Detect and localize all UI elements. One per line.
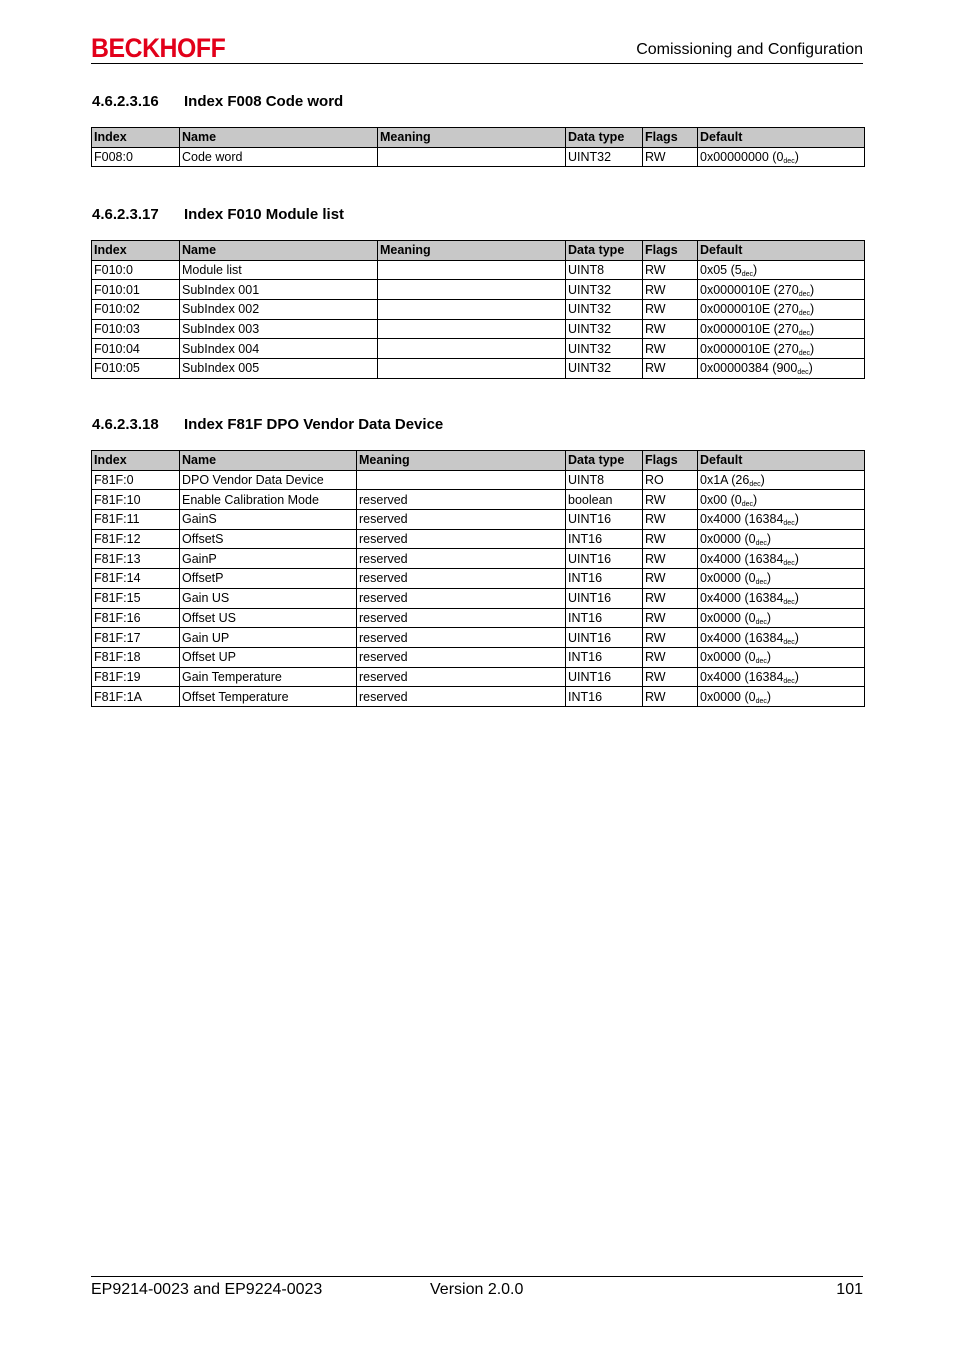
cell-flags: RW: [643, 359, 698, 379]
column-header-data-type: Data type: [566, 451, 643, 471]
cell-meaning: reserved: [357, 549, 566, 569]
decimal-suffix: dec: [755, 618, 767, 626]
cell-meaning: reserved: [357, 647, 566, 667]
cell-flags: RW: [643, 628, 698, 648]
cell-index: F81F:17: [92, 628, 180, 648]
cell-flags: RW: [643, 667, 698, 687]
decimal-suffix: dec: [783, 559, 795, 567]
cell-index: F81F:13: [92, 549, 180, 569]
cell-flags: RO: [643, 470, 698, 490]
cell-name: Enable Calibration Mode: [180, 490, 357, 510]
column-header-default: Default: [698, 241, 865, 261]
cell-default: [698, 260, 865, 280]
column-header-name: Name: [180, 128, 378, 148]
cell-flags: RW: [643, 647, 698, 667]
table-header-row: [92, 128, 865, 148]
cell-meaning: [378, 300, 566, 320]
cell-meaning: [357, 470, 566, 490]
decimal-suffix: dec: [798, 310, 810, 318]
decimal-suffix: dec: [755, 658, 767, 666]
cell-index: F010:04: [92, 339, 180, 359]
cell-flags: RW: [643, 300, 698, 320]
table-row: [92, 319, 865, 339]
header-title: Comissioning and Configuration: [636, 41, 863, 58]
cell-name: Offset US: [180, 608, 357, 628]
cell-flags: RW: [643, 687, 698, 707]
cell-meaning: [378, 147, 566, 167]
cell-data-type: UINT32: [566, 147, 643, 167]
table-row: [92, 647, 865, 667]
cell-name: Module list: [180, 260, 378, 280]
decimal-suffix: dec: [783, 677, 795, 685]
cell-data-type: UINT32: [566, 280, 643, 300]
cell-data-type: INT16: [566, 687, 643, 707]
cell-name: Gain Temperature: [180, 667, 357, 687]
cell-name: Offset Temperature: [180, 687, 357, 707]
cell-name: SubIndex 003: [180, 319, 378, 339]
cell-meaning: reserved: [357, 588, 566, 608]
cell-index: F81F:18: [92, 647, 180, 667]
default-close: ): [794, 669, 799, 684]
section-title: Index F008 Code word: [184, 93, 344, 110]
cell-data-type: INT16: [566, 569, 643, 589]
table-row: [92, 300, 865, 320]
default-value: 0x00 (0: [700, 492, 742, 507]
header-divider: [91, 63, 863, 64]
cell-index: F008:0: [92, 147, 180, 167]
cell-flags: RW: [643, 319, 698, 339]
cell-default: [698, 608, 865, 628]
cell-data-type: UINT32: [566, 339, 643, 359]
cell-name: DPO Vendor Data Device: [180, 470, 357, 490]
cell-default: [698, 470, 865, 490]
table-header-row: [92, 451, 865, 471]
cell-flags: RW: [643, 339, 698, 359]
table-row: [92, 490, 865, 510]
cell-index: F010:05: [92, 359, 180, 379]
decimal-suffix: dec: [755, 697, 767, 705]
default-close: ): [760, 473, 765, 488]
section-title: Index F81F DPO Vendor Data Device: [184, 416, 444, 433]
default-value: 0x0000010E (270: [700, 322, 799, 337]
default-close: ): [766, 650, 772, 665]
cell-index: F81F:1A: [92, 687, 180, 707]
cell-default: [698, 569, 865, 589]
table-row: [92, 608, 865, 628]
default-close: ): [753, 263, 758, 278]
column-header-data-type: Data type: [566, 241, 643, 261]
cell-meaning: reserved: [357, 510, 566, 530]
cell-data-type: UINT16: [566, 628, 643, 648]
cell-index: F81F:14: [92, 569, 180, 589]
column-header-name: Name: [180, 451, 357, 471]
default-value: 0x0000 (0: [700, 571, 756, 586]
cell-default: [698, 628, 865, 648]
cell-index: F81F:11: [92, 510, 180, 530]
default-value: 0x00000000 (0: [700, 150, 784, 165]
table-row: [92, 359, 865, 379]
table-row: [92, 470, 865, 490]
cell-default: [698, 510, 865, 530]
cell-meaning: reserved: [357, 529, 566, 549]
cell-flags: RW: [643, 529, 698, 549]
table-row: [92, 260, 865, 280]
decimal-suffix: dec: [798, 349, 810, 357]
cell-default: [698, 490, 865, 510]
column-header-index: Index: [92, 451, 180, 471]
object-table-f81f: [91, 450, 865, 707]
default-close: ): [794, 630, 799, 645]
decimal-suffix: dec: [798, 290, 810, 298]
default-close: ): [753, 492, 758, 507]
cell-meaning: reserved: [357, 667, 566, 687]
section-heading-f81f: [92, 416, 443, 434]
column-header-index: Index: [92, 241, 180, 261]
cell-data-type: UINT8: [566, 470, 643, 490]
cell-index: F81F:15: [92, 588, 180, 608]
cell-default: [698, 588, 865, 608]
section-number: 4.6.2.3.17: [92, 206, 159, 223]
cell-name: Offset UP: [180, 647, 357, 667]
default-close: ): [794, 591, 799, 606]
default-close: ): [810, 341, 815, 356]
cell-name: OffsetP: [180, 569, 357, 589]
cell-flags: RW: [643, 510, 698, 530]
cell-name: Gain US: [180, 588, 357, 608]
cell-data-type: UINT32: [566, 300, 643, 320]
default-close: ): [766, 689, 772, 704]
cell-meaning: [378, 359, 566, 379]
cell-index: F81F:16: [92, 608, 180, 628]
decimal-suffix: dec: [783, 599, 795, 607]
column-header-default: Default: [698, 451, 865, 471]
default-value: 0x0000 (0: [700, 689, 756, 704]
cell-index: F81F:0: [92, 470, 180, 490]
column-header-data-type: Data type: [566, 128, 643, 148]
cell-default: [698, 280, 865, 300]
default-value: 0x4000 (16384: [700, 512, 784, 527]
table-row: [92, 588, 865, 608]
cell-default: [698, 549, 865, 569]
section-number: 4.6.2.3.16: [92, 93, 159, 110]
default-value: 0x00000384 (900: [700, 361, 798, 376]
table-row: [92, 569, 865, 589]
cell-default: [698, 687, 865, 707]
section-title: Index F010 Module list: [184, 206, 345, 223]
default-value: 0x05 (5: [700, 263, 742, 278]
cell-flags: RW: [643, 260, 698, 280]
cell-name: Gain UP: [180, 628, 357, 648]
page-number: 101: [836, 1281, 863, 1298]
cell-name: GainS: [180, 510, 357, 530]
default-close: ): [794, 551, 799, 566]
cell-name: SubIndex 005: [180, 359, 378, 379]
cell-index: F010:02: [92, 300, 180, 320]
cell-index: F010:03: [92, 319, 180, 339]
object-table-f010: [91, 240, 865, 379]
table-row: [92, 549, 865, 569]
cell-flags: RW: [643, 280, 698, 300]
cell-meaning: reserved: [357, 687, 566, 707]
section-heading-f010: [92, 206, 344, 224]
decimal-suffix: dec: [755, 540, 767, 548]
table-row: [92, 687, 865, 707]
cell-meaning: reserved: [357, 569, 566, 589]
section-heading-f008: [92, 93, 343, 111]
table-header-row: [92, 241, 865, 261]
footer-divider: [91, 1276, 863, 1277]
default-value: 0x4000 (16384: [700, 669, 784, 684]
cell-flags: RW: [643, 147, 698, 167]
column-header-meaning: Meaning: [378, 128, 566, 148]
cell-meaning: [378, 260, 566, 280]
cell-index: F81F:19: [92, 667, 180, 687]
decimal-suffix: dec: [741, 271, 753, 279]
default-value: 0x1A (26: [700, 473, 750, 488]
cell-data-type: UINT32: [566, 319, 643, 339]
section-number: 4.6.2.3.18: [92, 416, 159, 433]
default-value: 0x0000 (0: [700, 610, 756, 625]
cell-default: [698, 359, 865, 379]
column-header-name: Name: [180, 241, 378, 261]
table-row: [92, 667, 865, 687]
cell-meaning: [378, 319, 566, 339]
column-header-flags: Flags: [643, 128, 698, 148]
decimal-suffix: dec: [741, 500, 753, 508]
decimal-suffix: dec: [797, 369, 809, 377]
default-close: ): [794, 150, 799, 165]
column-header-flags: Flags: [643, 451, 698, 471]
default-close: ): [766, 571, 772, 586]
cell-name: OffsetS: [180, 529, 357, 549]
cell-flags: RW: [643, 569, 698, 589]
default-value: 0x0000 (0: [700, 532, 756, 547]
object-table-f008: [91, 127, 865, 167]
default-close: ): [810, 282, 815, 297]
decimal-suffix: dec: [798, 330, 810, 338]
cell-meaning: [378, 339, 566, 359]
cell-default: [698, 667, 865, 687]
column-header-index: Index: [92, 128, 180, 148]
default-value: 0x4000 (16384: [700, 630, 784, 645]
decimal-suffix: dec: [783, 520, 795, 528]
default-value: 0x0000010E (270: [700, 341, 799, 356]
footer-version: Version 2.0.0: [430, 1281, 524, 1298]
cell-meaning: [378, 280, 566, 300]
cell-index: F81F:10: [92, 490, 180, 510]
footer-product: EP9214-0023 and EP9224-0023: [91, 1281, 323, 1298]
default-close: ): [810, 322, 815, 337]
default-value: 0x4000 (16384: [700, 591, 784, 606]
decimal-suffix: dec: [783, 158, 795, 166]
default-value: 0x0000010E (270: [700, 282, 799, 297]
default-value: 0x0000 (0: [700, 650, 756, 665]
cell-index: F010:0: [92, 260, 180, 280]
default-value: 0x0000010E (270: [700, 302, 799, 317]
default-value: 0x4000 (16384: [700, 551, 784, 566]
cell-flags: RW: [643, 549, 698, 569]
table-row: [92, 280, 865, 300]
decimal-suffix: dec: [783, 638, 795, 646]
cell-name: Code word: [180, 147, 378, 167]
cell-data-type: UINT16: [566, 667, 643, 687]
cell-index: F010:01: [92, 280, 180, 300]
cell-data-type: UINT16: [566, 549, 643, 569]
cell-meaning: reserved: [357, 608, 566, 628]
column-header-default: Default: [698, 128, 865, 148]
cell-default: [698, 529, 865, 549]
cell-name: SubIndex 002: [180, 300, 378, 320]
default-close: ): [808, 361, 813, 376]
cell-flags: RW: [643, 588, 698, 608]
cell-data-type: boolean: [566, 490, 643, 510]
cell-data-type: INT16: [566, 529, 643, 549]
cell-default: [698, 339, 865, 359]
table-row: [92, 529, 865, 549]
default-close: ): [810, 302, 815, 317]
cell-name: GainP: [180, 549, 357, 569]
cell-data-type: UINT8: [566, 260, 643, 280]
cell-default: [698, 300, 865, 320]
cell-data-type: INT16: [566, 608, 643, 628]
column-header-meaning: Meaning: [357, 451, 566, 471]
table-row: [92, 147, 865, 167]
cell-default: [698, 647, 865, 667]
cell-data-type: INT16: [566, 647, 643, 667]
table-row: [92, 510, 865, 530]
cell-data-type: UINT16: [566, 510, 643, 530]
cell-data-type: UINT32: [566, 359, 643, 379]
cell-default: [698, 319, 865, 339]
cell-data-type: UINT16: [566, 588, 643, 608]
decimal-suffix: dec: [749, 481, 761, 489]
decimal-suffix: dec: [755, 579, 767, 587]
cell-name: SubIndex 004: [180, 339, 378, 359]
cell-meaning: reserved: [357, 628, 566, 648]
table-row: [92, 339, 865, 359]
beckhoff-logo: BECKHOFF: [91, 33, 226, 63]
cell-meaning: reserved: [357, 490, 566, 510]
table-row: [92, 628, 865, 648]
default-close: ): [766, 610, 772, 625]
cell-index: F81F:12: [92, 529, 180, 549]
cell-name: SubIndex 001: [180, 280, 378, 300]
column-header-meaning: Meaning: [378, 241, 566, 261]
cell-flags: RW: [643, 490, 698, 510]
cell-flags: RW: [643, 608, 698, 628]
column-header-flags: Flags: [643, 241, 698, 261]
default-close: ): [794, 512, 799, 527]
cell-default: [698, 147, 865, 167]
default-close: ): [766, 532, 772, 547]
